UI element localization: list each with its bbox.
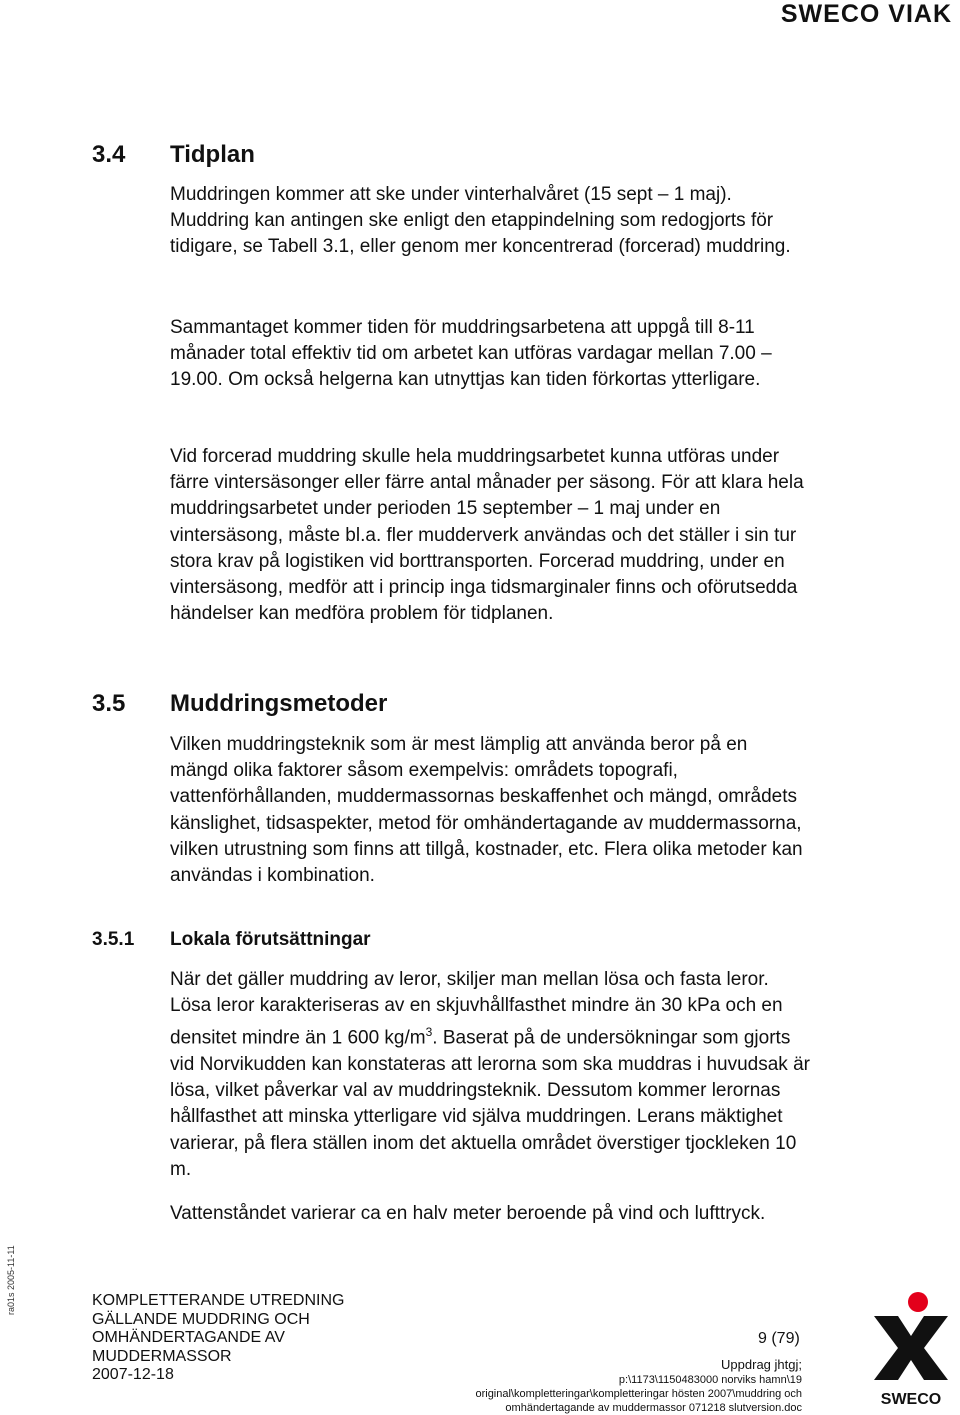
- paragraph-methods: Vilken muddringsteknik som är mest lämplig att använda beror på en mängd olika faktorer såsom exempelvis: områdets topografi, vattenförhållanden, muddermassornas beskaffenhet och mängd, områdets känslighet, tidsaspekter, metod för omhändertagande av muddermassorna, vilken utrustning som finns att tillgå, kostnader, etc. Flera olika metoder kan användas i kombination.: [170, 734, 803, 887]
- page-number: 9 (79): [758, 1330, 800, 1347]
- section-number: 3.4: [92, 141, 126, 168]
- footer-title-line: KOMPLETTERANDE UTREDNING: [92, 1292, 345, 1309]
- superscript: 3: [425, 1025, 433, 1040]
- paragraph-forced-dredging: Vid forcerad muddring skulle hela muddringsarbetet kunna utföras under färre vintersäsonger eller färre antal månader per säsong. För att klara hela muddringsarbetet under perioden 15 september – 1 maj under en vintersäsong, måste bl.a. fler mudderverk användas och det ställer i sin tur stora krav på logistiken vid borttransporten. Forcerad muddring, under en vintersäsong, medför att i princip inga tidsmarginaler finns och oförutsedda händelser kan medföra problem för tidplanen.: [170, 446, 804, 625]
- section-title: Tidplan: [170, 141, 255, 168]
- footer-title-line: MUDDERMASSOR: [92, 1347, 232, 1365]
- section-title: Lokala förutsättningar: [170, 929, 371, 950]
- logo-dot: [908, 1292, 928, 1312]
- sweco-logo: [868, 1290, 954, 1408]
- footer-path-line: p:\1173\1150483000 norviks hamn\19: [618, 1374, 802, 1386]
- footer-document-title: [92, 1292, 344, 1385]
- section-number: 3.5: [92, 690, 126, 717]
- side-stamp: ra01s 2005-11-11: [6, 1245, 16, 1315]
- footer-assignment: Uppdrag jhtgj;: [721, 1357, 802, 1372]
- footer-title-line: GÄLLANDE MUDDRING OCH: [92, 1310, 310, 1328]
- paragraph-clay-conditions: [170, 967, 810, 1183]
- footer-file-info: [475, 1357, 802, 1415]
- section-title: Muddringsmetoder: [170, 690, 388, 717]
- paragraph-water-level: Vattenståndet varierar ca en halv meter beroende på vind och lufttryck.: [170, 1203, 766, 1224]
- section-number: 3.5.1: [92, 929, 135, 950]
- logo-text: SWECO: [880, 1391, 942, 1408]
- footer-title-line: OMHÄNDERTAGANDE AV: [92, 1329, 285, 1346]
- footer-date: 2007-12-18: [92, 1366, 174, 1383]
- footer-path-line: omhändertagande av muddermassor 071218 slutversion.doc: [505, 1402, 802, 1414]
- footer-path-line: original\kompletteringar\kompletteringar hösten 2007\muddring och: [475, 1388, 802, 1400]
- brand-header: SWECO VIAK: [780, 0, 952, 28]
- paragraph-schedule-period: Muddringen kommer att ske under vinterhalvåret (15 sept – 1 maj). Muddring kan antingen ske enligt den etappindelning som redogjorts för tidigare, se Tabell 3.1, eller genom mer koncentrerad (forcerad) muddring.: [170, 184, 791, 258]
- paragraph-text-part: . Baserat på de undersökningar som gjorts vid Norvikudden kan konstateras att lerorna som ska muddras i huvudsak är lösa, vilket påverkar val av muddringsteknik. Dessutom kommer lerornas hållfasthet att minska ytterligare vid själva muddringen. Lerans mäktighet varierar, på flera ställen inom det aktuella området överstiger tjockleken 10 m.: [170, 1027, 810, 1180]
- paragraph-text-part: När det gäller muddring av leror, skiljer man mellan lösa och fasta leror. Lösa leror karakteriseras av en skjuvhållfasthet mindre än 30 kPa och en densitet mindre än 1 600 kg/m: [170, 969, 783, 1049]
- logo-mark: [874, 1316, 948, 1380]
- paragraph-duration: Sammantaget kommer tiden för muddringsarbetena att uppgå till 8-11 månader total effektiv tid om arbetet kan utföras vardagar mellan 7.00 – 19.00. Om också helgerna kan utnyttjas kan tiden förkortas ytterligare.: [170, 317, 772, 391]
